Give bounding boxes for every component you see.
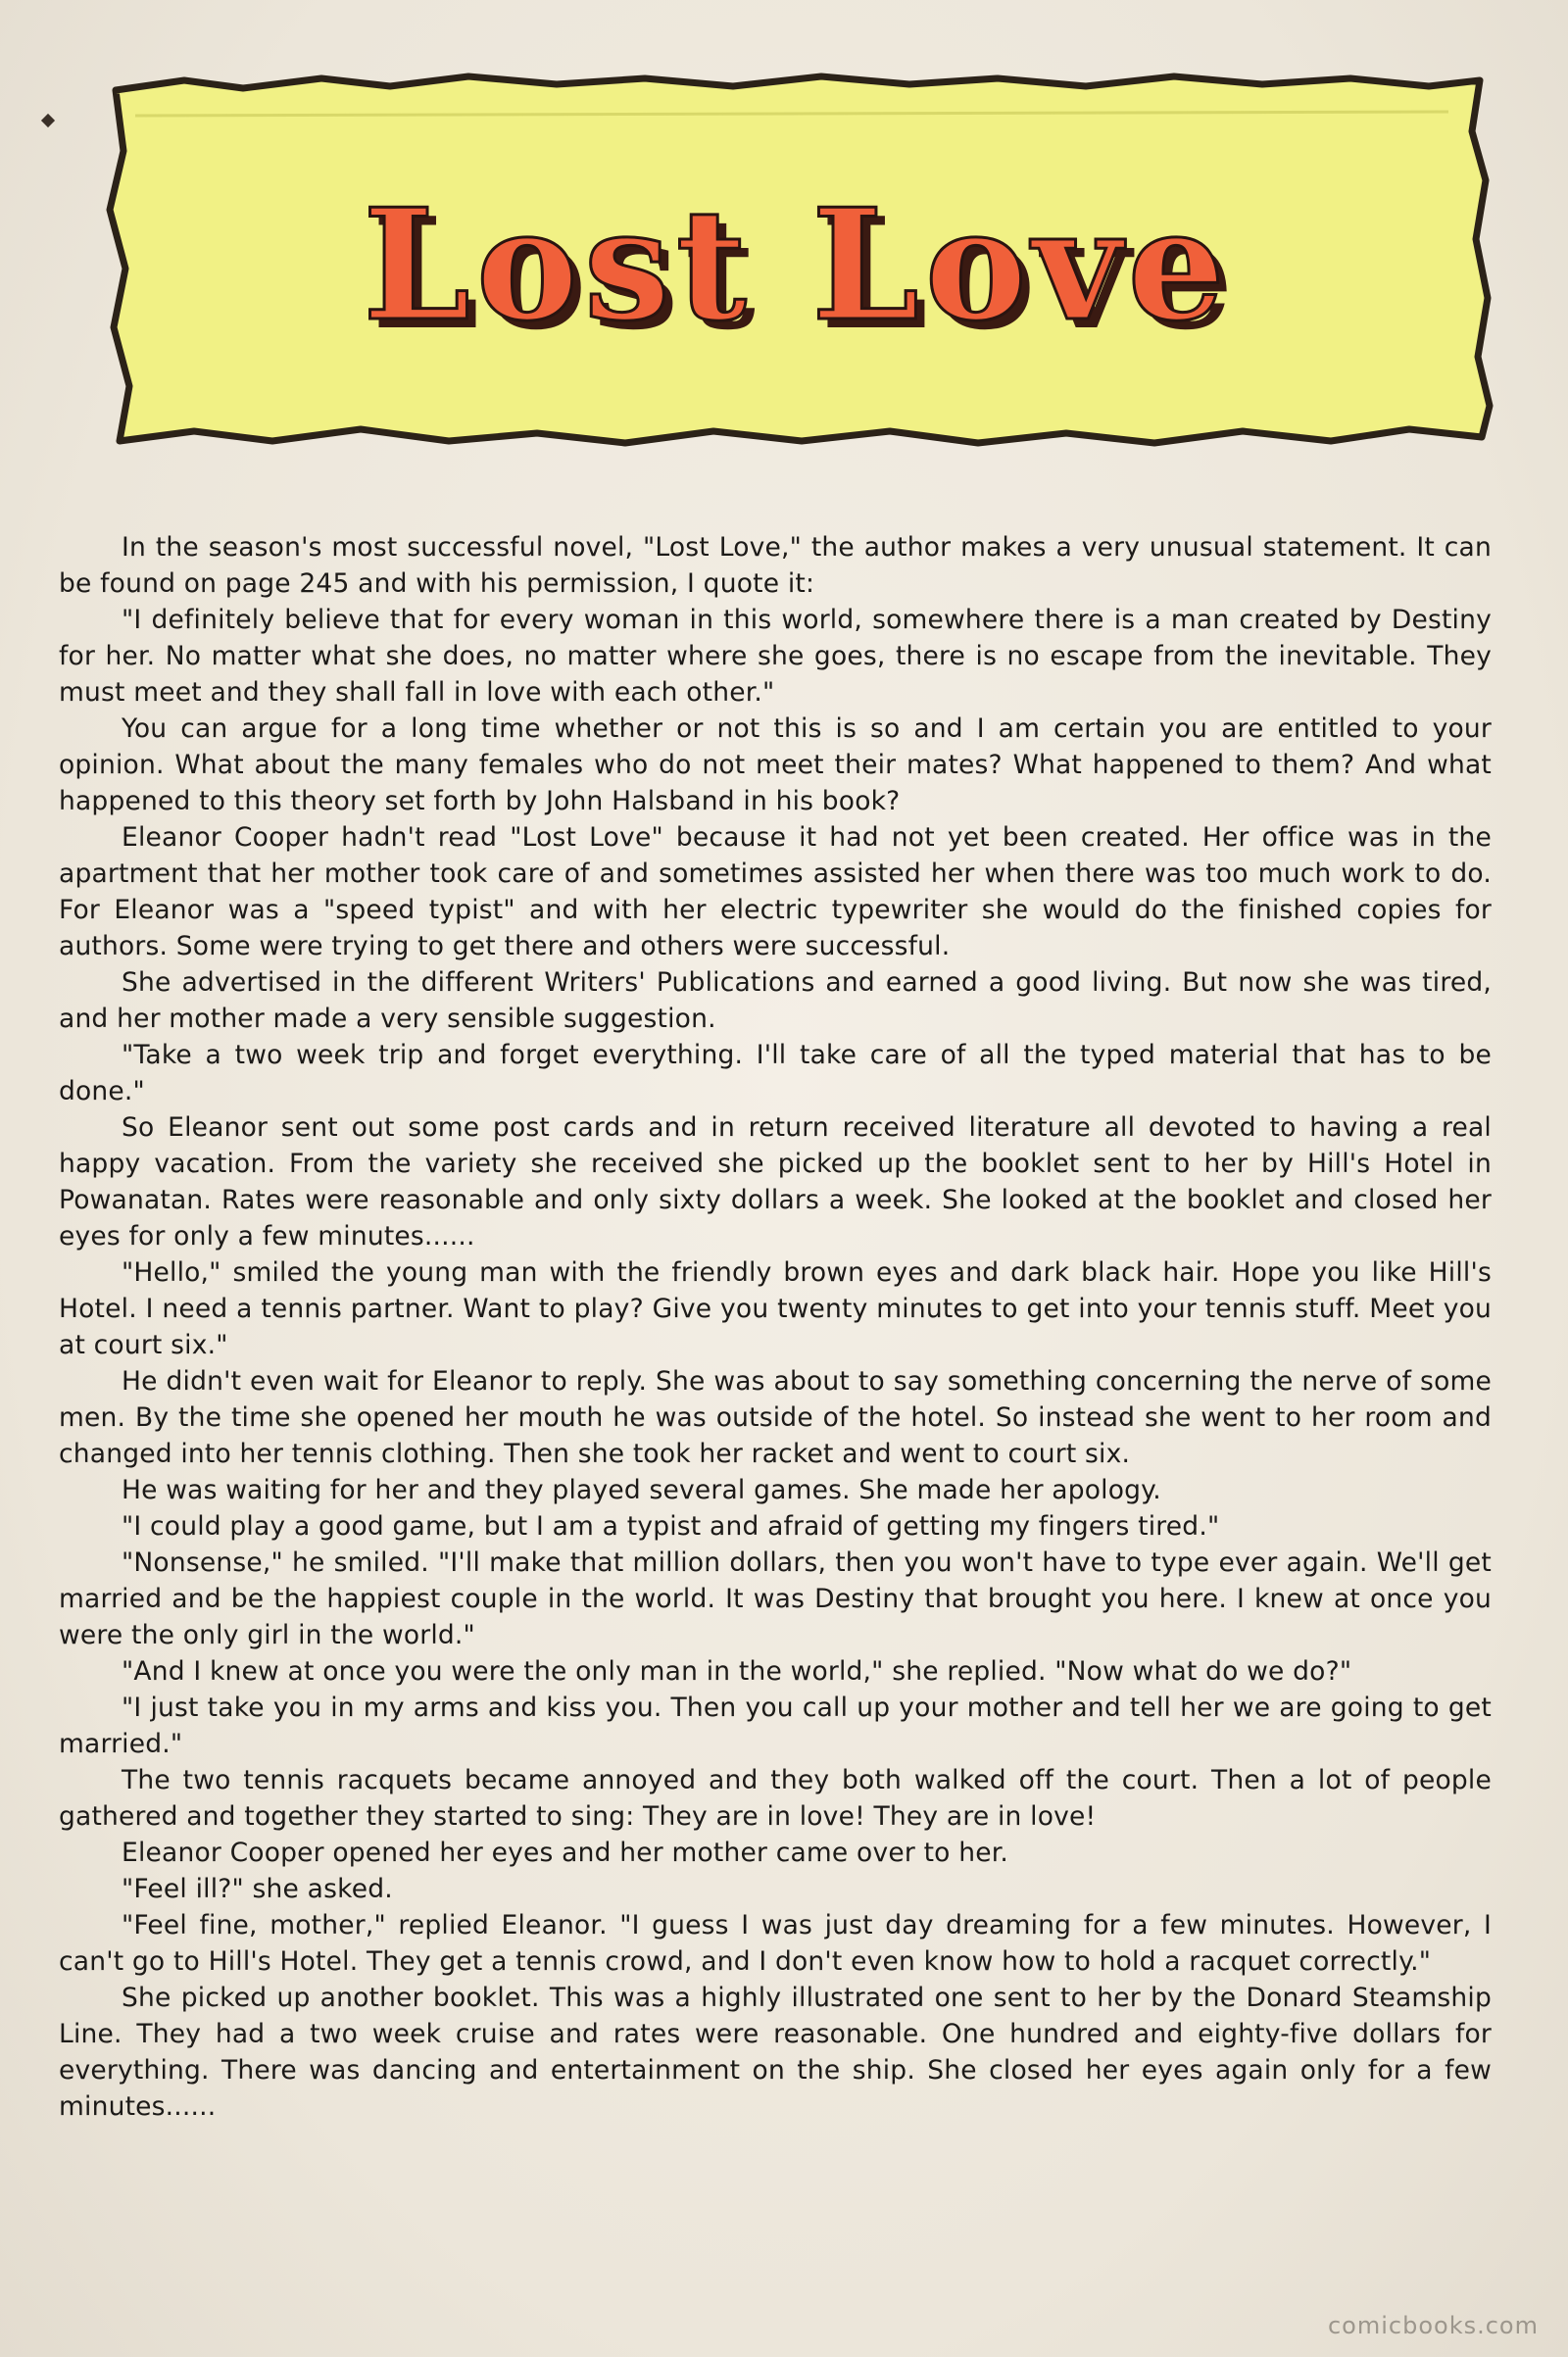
story-paragraph: "Nonsense," he smiled. "I'll make that million dollars, then you won't have to type ever again. We'll get married and be the happiest couple in the world. It was Destiny that brought you here. I knew at once you were the only girl in the world." (59, 1547, 1492, 1650)
story-paragraph: "Feel fine, mother," replied Eleanor. "I guess I was just day dreaming for a few minutes. However, I can't go to Hill's Hotel. They get a tennis crowd, and I don't even know how to hold a racquet correctly." (59, 1910, 1492, 1977)
story-paragraph: She picked up another booklet. This was a highly illustrated one sent to her by the Donard Steamship Line. They had a two week cruise and rates were reasonable. One hundred and eighty-five dollars for everything. There was dancing and entertainment on the ship. She closed her eyes again only for a few minutes...... (59, 1983, 1492, 2122)
story-paragraph: You can argue for a long time whether or not this is so and I am certain you are entitled to your opinion. What about the many females who do not meet their mates? What happened to them? And what happened to this theory set forth by John Halsband in his book? (59, 713, 1492, 816)
page-title: Lost Love (363, 174, 1231, 355)
story-paragraph: So Eleanor sent out some post cards and in return received literature all devoted to having a real happy vacation. From the variety she received she picked up the booklet sent to her by Hill's Hotel in Powanatan. Rates were reasonable and only sixty dollars a week. She looked at the booklet and closed her eyes for only a few minutes...... (59, 1112, 1492, 1252)
story-paragraph: He didn't even wait for Eleanor to reply. She was about to say something concerning the nerve of some men. By the time she opened her mouth he was outside of the hotel. So instead she went to her room and changed into her tennis clothing. Then she took her racket and went to court six. (59, 1366, 1492, 1469)
story-paragraph: Eleanor Cooper opened her eyes and her mother came over to her. (122, 1838, 1008, 1868)
story-paragraph: He was waiting for her and they played several games. She made her apology. (122, 1475, 1161, 1505)
story-paragraph: She advertised in the different Writers' Publications and earned a good living. But now she was tired, and her mother made a very sensible suggestion. (59, 967, 1492, 1034)
story-paragraph: "I definitely believe that for every woman in this world, somewhere there is a man created by Destiny for her. No matter what she does, no matter where she goes, there is no escape from the inevitable. They must meet and they shall fall in love with each other." (59, 605, 1492, 708)
story-paragraph: The two tennis racquets became annoyed and they both walked off the court. Then a lot of people gathered and together they started to sing: They are in love! They are in love! (59, 1765, 1492, 1832)
story-paragraph: Eleanor Cooper hadn't read "Lost Love" because it had not yet been created. Her office was in the apartment that her mother took care of and sometimes assisted her when there was too much work to do. For Eleanor was a "speed typist" and with her electric typewriter she would do the finished copies for authors. Some were trying to get there and others were successful. (59, 822, 1492, 961)
story-paragraph: "I could play a good game, but I am a typist and afraid of getting my fingers tired." (122, 1511, 1220, 1542)
story-paragraph: "And I knew at once you were the only man in the world," she replied. "Now what do we do?" (122, 1656, 1352, 1687)
story-paragraph: In the season's most successful novel, "Lost Love," the author makes a very unusual statement. It can be found on page 245 and with his permission, I quote it: (59, 532, 1492, 599)
story-paragraph: "Take a two week trip and forget everything. I'll take care of all the typed material that has to be done." (59, 1040, 1492, 1106)
story-paragraph: "Feel ill?" she asked. (122, 1874, 393, 1904)
story-paragraph: "I just take you in my arms and kiss you. Then you call up your mother and tell her we are going to get married." (59, 1693, 1492, 1759)
title-banner (96, 73, 1497, 447)
site-credit: comicbooks.com (1327, 2312, 1539, 2339)
story-body (59, 529, 1492, 2125)
story-paragraph: "Hello," smiled the young man with the friendly brown eyes and dark black hair. Hope you like Hill's Hotel. I need a tennis partner. Want to play? Give you twenty minutes to get into your tennis stuff. Meet you at court six." (59, 1257, 1492, 1360)
